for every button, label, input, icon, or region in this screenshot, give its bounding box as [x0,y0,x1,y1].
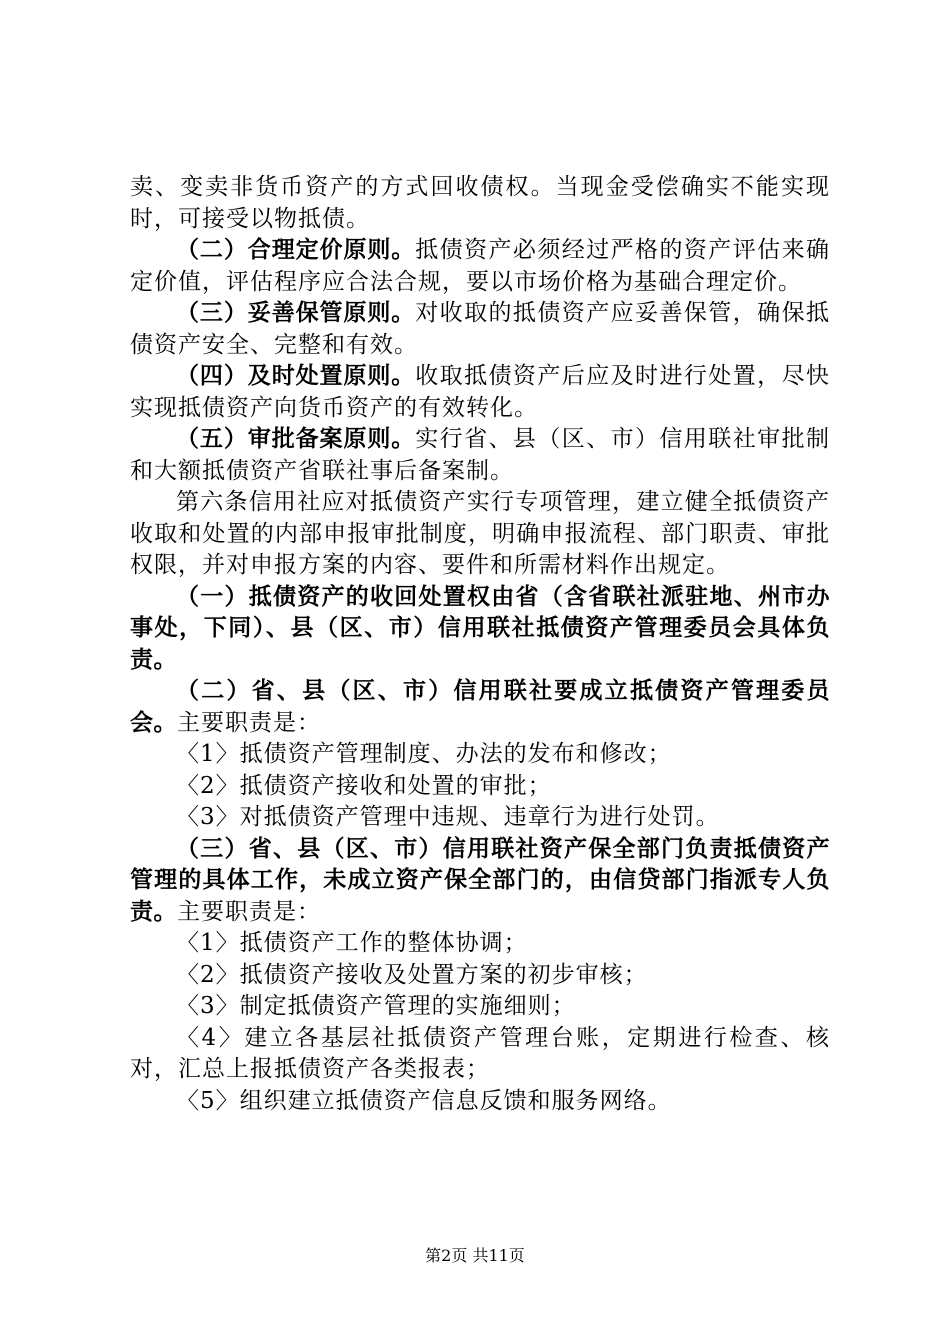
principle-heading: （五）审批备案原则。 [176,426,416,452]
article-paragraph: 第六条信用社应对抵债资产实行专项管理，建立健全抵债资产收取和处置的内部申报审批制度，明确申报流程、部门职责、审批权限，并对申报方案的内容、要件和所需材料作出规定。 [130,489,830,578]
principle-heading: （三）妥善保管原则。 [176,300,416,326]
list-item: 〈5〉组织建立抵债资产信息反馈和服务网络。 [176,1087,672,1114]
list-item: 〈2〉抵债资产接收及处置方案的初步审核； [176,961,648,988]
list-item: 〈2〉抵债资产接收和处置的审批； [176,772,552,799]
principle-text: 抵债资产必须经过严格的资产评估来确定价值，评估程序应合法合规，要以市场价格为基础合理定价。 [130,237,831,295]
list-item: 〈3〉制定抵债资产管理的实施细则； [176,993,576,1019]
duty-list [130,928,830,1117]
paragraph: 卖、变卖非货币资产的方式回收债权。当现金受偿确实不能实现时，可接受以物抵债。 [130,174,830,232]
list-item: 〈4〉建立各基层社抵债资产管理台账，定期进行检查、核对，汇总上报抵债资产各类报表； [130,1024,830,1082]
section-text: 主要职责是： [177,898,321,925]
document-body [130,172,830,1117]
principle-heading: （二）合理定价原则。 [176,237,416,263]
paragraph [130,834,830,929]
duty-list [130,739,830,834]
list-item: 〈3〉对抵债资产管理中违规、违章行为进行处罚。 [176,804,720,830]
principle-heading: （四）及时处置原则。 [176,363,416,389]
section-heading: （三）省、县（区、市）信用联社资产保全部门负责抵债资产管理的具体工作，未成立资产保全部门的，由信贷部门指派专人负责。 [130,835,830,925]
principle-text: 实行省、县（区、市）信用联社审批制和大额抵债资产省联社事后备案制。 [130,426,831,484]
principle-text: 对收取的抵债资产应妥善保管，确保抵债资产安全、完整和有效。 [130,300,831,358]
paragraph [130,676,830,739]
section-text: 主要职责是： [177,709,321,736]
list-item: 〈1〉抵债资产管理制度、办法的发布和修改； [176,741,672,767]
principle-text: 收取抵债资产后应及时进行处置，尽快实现抵债资产向货币资产的有效转化。 [130,363,831,421]
list-item: 〈1〉抵债资产工作的整体协调； [176,930,528,956]
paragraph [130,424,830,487]
paragraph [130,361,830,424]
section-heading: （二）省、县（区、市）信用联社要成立抵债资产管理委员会。 [130,678,830,736]
page-footer: 第2页 共11页 [425,1246,525,1265]
bold-paragraph: （一）抵债资产的收回处置权由省（含省联社派驻地、州市办事处，下同）、县（区、市）信用联社抵债资产管理委员会具体负责。 [130,583,830,673]
paragraph [130,298,830,361]
paragraph [130,235,830,298]
